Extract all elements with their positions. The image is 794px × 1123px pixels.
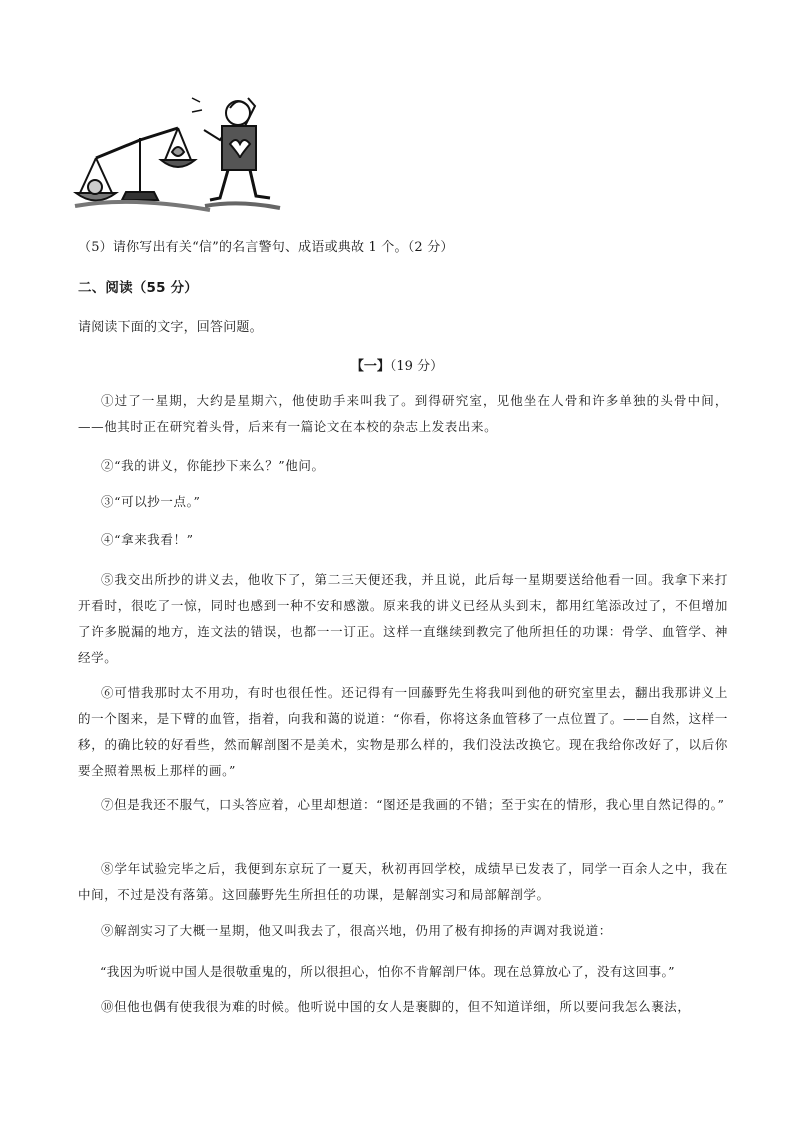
instruction-text: 请阅读下面的文字，回答问题。 xyxy=(78,320,263,335)
paragraph-9-quote: “我因为听说中国人是很敬重鬼的，所以很担心，怕你不肯解剖尸体。现在总算放心了，没有这回事。” xyxy=(100,964,675,979)
section-heading: 二、阅读（55 分） xyxy=(78,280,198,296)
paragraph-9: ⑨解剖实习了大概一星期，他又叫我去了，很高兴地，仍用了极有抑扬的声调对我说道： xyxy=(101,923,612,938)
part-title-score: （19 分） xyxy=(389,359,444,374)
paragraph-8: ⑧学年试验完毕之后，我便到东京玩了一夏天，秋初再回学校，成绩早已发表了，同学一百余人之中，我在中间，不过是没有落第。这回藤野先生所担任的功课，是解剖实习和局部解剖学。 xyxy=(78,861,728,902)
paragraph-1: ①过了一星期，大约是星期六，他使助手来叫我了。到得研究室，见他坐在人骨和许多单独的头骨中间，——他其时正在研究着头骨，后来有一篇论文在本校的杂志上发表出来。 xyxy=(78,393,728,434)
scale-icon xyxy=(75,128,210,210)
paragraph-7: ⑦但是我还不服气，口头答应着，心里却想道：“图还是我画的不错；至于实在的情形，我心里自然记得的。” xyxy=(101,797,725,812)
paragraph-2: ②“我的讲义，你能抄下来么？”他问。 xyxy=(101,458,325,473)
paragraph-5: ⑤我交出所抄的讲义去，他收下了，第二三天便还我，并且说，此后每一星期要送给他看一回。我拿下来打开看时，很吃了一惊，同时也感到一种不安和感激。原来我的讲义已经从头到末，都用红笔添改过了，不但增加了许多脱漏的地方，连文法的错误，也都一一订正。这样一直继续到教完了他所担任的功课：骨学、血管学、神经学。 xyxy=(78,572,728,665)
person-icon xyxy=(192,98,280,208)
paragraph-6: ⑥可惜我那时太不用功，有时也很任性。还记得有一回藤野先生将我叫到他的研究室里去，翻出我那讲义上的一个图来，是下臂的血管，指着，向我和蔼的说道：“你看，你将这条血管移了一点位置了。——自然，这样一移，的确比较的好看些，然而解剖图不是美术，实物是那么样的，我们没法改换它。现在我给你改好了，以后你要全照着黑板上那样的画。” xyxy=(78,685,728,778)
paragraph-3: ③“可以抄一点。” xyxy=(101,494,201,509)
part-title xyxy=(0,355,794,374)
paragraph-10: ⑩但他也偶有使我很为难的时候。他听说中国的女人是裹脚的，但不知道详细，所以要问我怎么裹法， xyxy=(101,999,691,1014)
cartoon-illustration xyxy=(70,88,285,218)
question-5: （5）请你写出有关“信”的名言警句、成语或典故 1 个。（2 分） xyxy=(78,240,454,255)
part-title-bracket: 【一】 xyxy=(350,359,390,374)
paragraph-4: ④“拿来我看！” xyxy=(101,532,194,547)
